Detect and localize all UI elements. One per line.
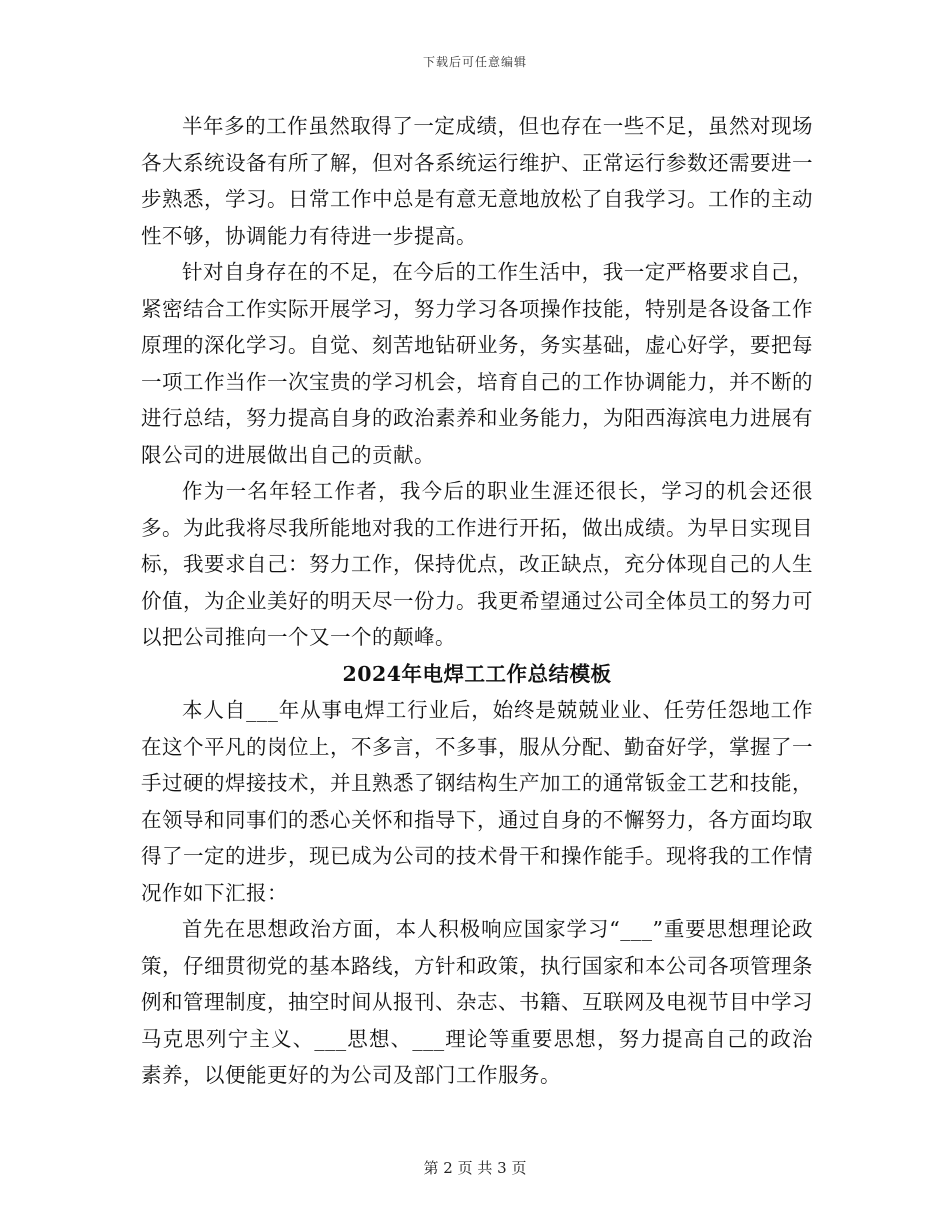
paragraph-improvement-plan: 针对自身存在的不足，在今后的工作生活中，我一定严格要求自己，紧密结合工作实际开展学习，努力学习各项操作技能，特别是各设备工作原理的深化学习。自觉、刻苦地钻研业务，务实基础，虚心好学，要把每一项工作当作一次宝贵的学习机会，培育自己的工作协调能力，并不断的进行总结，努力提高自身的政治素养和业务能力，为阳西海滨电力进展有限公司的进展做出自己的贡献。 (141, 260, 813, 467)
page-footer: 第 2 页 共 3 页 (423, 1159, 527, 1177)
paragraph-political-thought: 首先在思想政治方面，本人积极响应国家学习“___”重要思想理论政策，仔细贯彻党的基本路线，方针和政策，执行国家和本公司各项管理条例和管理制度，抽空时间从报刊、杂志、书籍、互联网及电视节目中学习马克思列宁主义、___思想、___理论等重要思想，努力提高自己的政治素养，以便能更好的为公司及部门工作服务。 (141, 917, 813, 1087)
page-header-note: 下载后可任意编辑 (422, 55, 527, 69)
paragraph-career-outlook: 作为一名年轻工作者，我今后的职业生涯还很长，学习的机会还很多。为此我将尽我所能地对我的工作进行开拓，做出成绩。为早日实现目标，我要求自己：努力工作，保持优点，改正缺点，充分体现自己的人生价值，为企业美好的明天尽一份力。我更希望通过公司全体员工的努力可以把公司推向一个又一个的颠峰。 (141, 479, 813, 649)
document-body (141, 108, 813, 1094)
paragraph-shortcomings: 半年多的工作虽然取得了一定成绩，但也存在一些不足，虽然对现场各大系统设备有所了解，但对各系统运行维护、正常运行参数还需要进一步熟悉，学习。日常工作中总是有意无意地放松了自我学习。工作的主动性不够，协调能力有待进一步提高。 (141, 114, 813, 248)
section-title: 2024年电焊工工作总结模板 (342, 661, 612, 686)
paragraph-introduction: 本人自___年从事电焊工行业后，始终是兢兢业业、任劳任怨地工作在这个平凡的岗位上，不多言，不多事，服从分配、勤奋好学，掌握了一手过硬的焊接技术，并且熟悉了钢结构生产加工的通常钣金工艺和技能，在领导和同事们的悉心关怀和指导下，通过自身的不懈努力，各方面均取得了一定的进步，现已成为公司的技术骨干和操作能手。现将我的工作情况作如下汇报： (141, 698, 813, 905)
